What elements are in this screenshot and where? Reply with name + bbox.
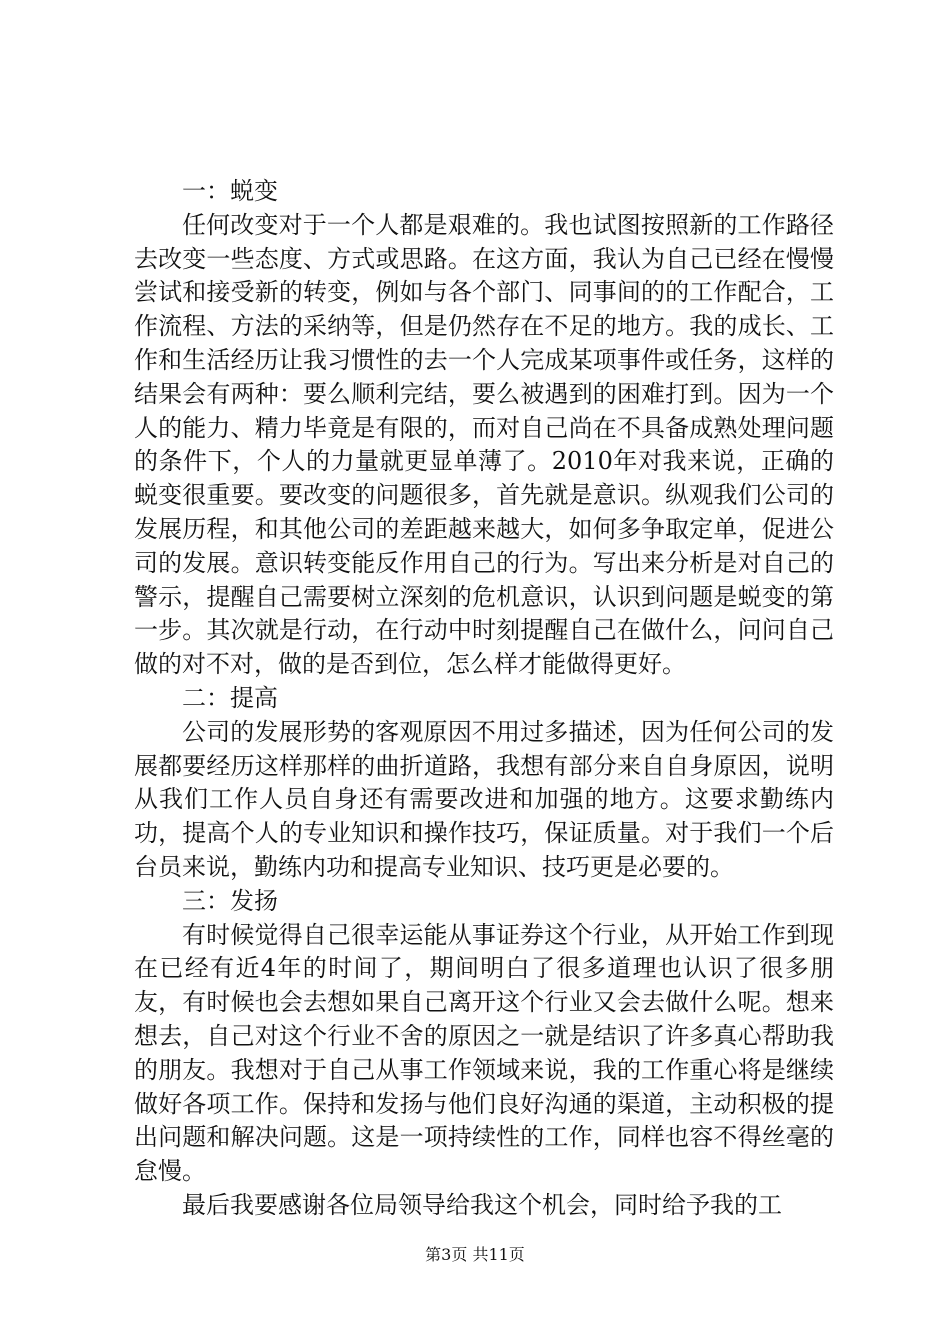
document-body [134,175,834,1223]
section-heading-2: 二：提高 [182,683,278,712]
paragraph-2: 公司的发展形势的客观原因不用过多描述，因为任何公司的发展都要经历这样那样的曲折道路，我想有部分来自自身原因，说明从我们工作人员自身还有需要改进和加强的地方。这要求勤练内功，提高个人的专业知识和操作技巧，保证质量。对于我们一个后台员来说，勤练内功和提高专业知识、技巧更是必要的。 [134,717,834,881]
paragraph-1: 任何改变对于一个人都是艰难的。我也试图按照新的工作路径去改变一些态度、方式或思路。在这方面，我认为自己已经在慢慢尝试和接受新的转变，例如与各个部门、同事间的的工作配合，工作流程、方法的采纳等，但是仍然存在不足的地方。我的成长、工作和生活经历让我习惯性的去一个人完成某项事件或任务，这样的结果会有两种：要么顺利完结，要么被遇到的困难打到。因为一个人的能力、精力毕竟是有限的，而对自己尚在不具备成熟处理问题的条件下，个人的力量就更显单薄了。2010年对我来说，正确的蜕变很重要。要改变的问题很多，首先就是意识。纵观我们公司的发展历程，和其他公司的差距越来越大，如何多争取定单，促进公司的发展。意识转变能反作用自己的行为。写出来分析是对自己的警示，提醒自己需要树立深刻的危机意识，认识到问题是蜕变的第一步。其次就是行动，在行动中时刻提醒自己在做什么，问问自己做的对不对，做的是否到位，怎么样才能做得更好。 [134,210,834,679]
paragraph-3: 有时候觉得自己很幸运能从事证券这个行业，从开始工作到现在已经有近4年的时间了，期间明白了很多道理也认识了很多朋友，有时候也会去想如果自己离开这个行业又会去做什么呢。想来想去，自己对这个行业不舍的原因之一就是结识了许多真心帮助我的朋友。我想对于自己从事工作领域来说，我的工作重心将是继续做好各项工作。保持和发扬与他们良好沟通的渠道，主动积极的提出问题和解决问题。这是一项持续性的工作，同样也容不得丝毫的怠慢。 [134,920,834,1186]
section-heading-1: 一：蜕变 [182,177,278,205]
page-footer: 第3页 共11页 [425,1245,525,1264]
paragraph-4: 最后我要感谢各位局领导给我这个机会，同时给予我的工 [182,1190,782,1219]
section-heading-3: 三：发扬 [182,886,278,915]
